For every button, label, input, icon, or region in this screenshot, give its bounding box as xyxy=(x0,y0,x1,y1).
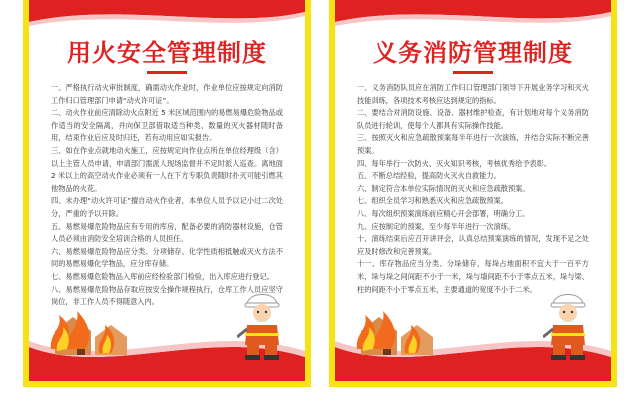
paragraph: 六、易燃易爆危险物品应分类、分项储存。化学性质相抵触或灭火方法不同的易燃易爆化学物品，应分库存储。 xyxy=(51,246,283,269)
paragraph: 十、演练结束后应召开讲评会，认真总结预案演练的情况，发现不足之处应及时修改和完善预案。 xyxy=(357,234,589,256)
firefighter-illustration xyxy=(237,285,287,361)
burning-house-illustration xyxy=(49,309,129,357)
paragraph: 二、动火作业前应清除动火点附近 5 米区域范围内的易燃易爆危险物品或作适当的安全隔离，并向保卫部借取适当种类、数量的灭火器材随时备用，结束作业后应及时归还，若有动用应如实报告。 xyxy=(51,108,283,143)
paragraph: 一、义务消防队员应在消防工作归口管理部门领导下开展业务学习和灭火技能训练，各项技术考核应达到规定的指标。 xyxy=(357,83,589,105)
paragraph: 三、如在作业点就地动火施工，应按规定向作业点所在单位经理级（含）以上主管人员申请，申请部门需派人现场监督并不定时派人巡查。离地面 2 米以上的高空动火作业必须有一人在下方专职负责随时扑灭可能引燃其他物品的火花。 xyxy=(51,145,283,193)
paragraph: 八、每次组织预案演练前应精心开会部署，明确分工。 xyxy=(357,208,530,218)
poster-inner xyxy=(335,0,611,381)
paragraph: 一、严格执行动火审批制度，确需动火作业时，作业单位应按规定向消防工作归口管理部门申请“动火许可证”。 xyxy=(51,83,283,105)
paragraph: 八、易燃易爆危险物品存取应按安全操作规程执行，仓库工作人员应坚守岗位，非工作人员不得随意入内。 xyxy=(51,284,283,307)
paragraph: 二、要结合对消防设施、设备、器材维护检查，有计划地对每个义务消防队员进行轮训，使每个人都具有实际操作技能。 xyxy=(357,108,589,130)
poster-fire-safety xyxy=(23,0,311,387)
poster-inner xyxy=(29,0,305,381)
page-title: 用火安全管理制度 xyxy=(67,39,267,67)
poster-volunteer-fire xyxy=(329,0,617,387)
paragraph: 五、不断总结经验，提高防火灭火自救能力。 xyxy=(357,171,501,181)
paragraph: 三、按照灭火和应急疏散预案每半年进行一次演练，并结合实际不断完善预案。 xyxy=(357,133,589,155)
paragraph: 九、应按制定的预案，至少每半年进行一次演练。 xyxy=(357,221,516,231)
top-wave-decoration xyxy=(335,0,611,34)
paragraph: 七、易燃易爆危险物品入库前应经检验部门检验，出入库应进行登记。 xyxy=(51,271,274,281)
paragraph: 六、制定符合本单位实际情况的灭火和应急疏散预案。 xyxy=(357,183,530,193)
regulation-text xyxy=(51,82,283,309)
title-underline xyxy=(453,71,493,74)
paragraph: 四、未办理“动火许可证”擅自动火作业者，本单位人员予以记小过二次处分，严重的予以开除。 xyxy=(51,196,283,218)
paragraph: 四、每年举行一次防火、灭火知识考核，考核优秀给予表彰。 xyxy=(357,158,552,168)
firefighter-illustration xyxy=(543,285,593,361)
top-wave-decoration xyxy=(29,0,305,34)
paragraph: 十一、库存物品应当分类、分垛储存，每垛占地面积不宜大于一百平方米，垛与垛之间间距不小于一米，垛与墙间距不小于零点五米，垛与梁、柱的间距不小于零点五米，主要通道的宽度不小于二米。 xyxy=(357,259,589,294)
burning-house-illustration xyxy=(355,309,435,357)
regulation-text xyxy=(357,82,589,296)
paragraph: 七、组织全员学习和熟悉灭火和应急疏散预案。 xyxy=(357,196,508,206)
page-title: 义务消防管理制度 xyxy=(373,39,573,67)
title-underline xyxy=(147,71,187,74)
paragraph: 五、易燃易爆危险物品应有专用的库房，配备必要的消防器材设施，仓管人员必须由消防安全培训合格的人员担任。 xyxy=(51,221,283,244)
